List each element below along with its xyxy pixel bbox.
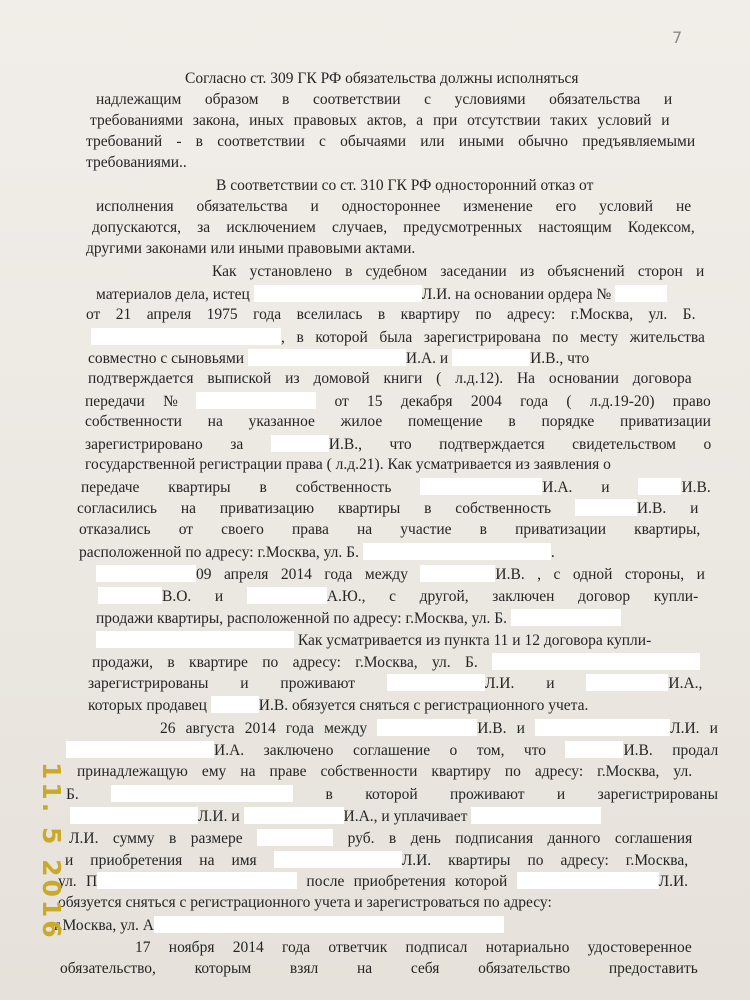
- text-run: И.В., что: [530, 350, 590, 367]
- text-run: Как усматривается из пункта 11 и 12 договора купли-: [294, 632, 652, 649]
- text-line: [96, 631, 651, 650]
- text-run: требованиями..: [86, 154, 187, 171]
- redaction-box: [196, 392, 316, 409]
- text-line: [70, 807, 601, 826]
- redaction-box: [274, 851, 402, 868]
- redaction-box: [387, 674, 485, 691]
- text-run: продажи квартиры, расположенной по адресу: г.Москва, ул. Б.: [96, 610, 511, 627]
- redaction-box: [271, 435, 329, 452]
- text-line: [58, 872, 688, 891]
- text-run: зарегистрированы и проживают: [88, 675, 387, 692]
- redaction-box: [517, 872, 659, 889]
- text-run: .: [550, 544, 555, 561]
- text-run: И.А.,: [668, 675, 703, 692]
- text-line: [79, 543, 555, 562]
- redaction-box: [471, 807, 601, 824]
- text-line: [60, 960, 698, 978]
- text-line: [65, 851, 688, 870]
- text-run: И.А. и: [405, 350, 453, 367]
- text-run: и приобретения на имя: [65, 852, 274, 869]
- text-run: от 21 апреля 1975 года вселилась в квартиру по адресу: г.Москва, ул. Б.: [86, 306, 696, 323]
- text-line: [91, 328, 705, 347]
- text-run: И.А., и уплачивает: [343, 808, 472, 825]
- text-run: И.В. , с одной стороны, и: [495, 566, 705, 583]
- text-line: [212, 263, 704, 281]
- text-line: [98, 587, 698, 606]
- text-run: после приобретения которой: [297, 873, 517, 890]
- text-line: [85, 456, 611, 474]
- date-stamp-text: 11. 5 2016: [37, 762, 66, 941]
- text-line: [96, 565, 705, 584]
- text-line: [79, 521, 700, 539]
- text-run: Как установлено в судебном заседании из объяснений сторон и: [212, 263, 705, 280]
- text-run: обязательство, которым взял на себя обязательство предоставить: [60, 960, 698, 977]
- redaction-box: [420, 478, 542, 495]
- text-run: В соответствии со ст. 310 ГК РФ односторонний отказ от: [216, 177, 594, 194]
- redaction-box: [575, 499, 637, 516]
- text-line: [216, 177, 593, 195]
- redaction-box: [248, 349, 406, 366]
- text-run: Л.И. сумму в размере: [69, 830, 258, 847]
- text-line: [81, 478, 711, 497]
- text-run: г.Москва, ул. А: [54, 917, 154, 934]
- text-run: согласились на приватизацию квартиры в собственность: [77, 500, 575, 517]
- text-run: надлежащим образом в соответствии с условиями обязательства и: [96, 91, 673, 108]
- text-run: Л.И. квартиры по адресу: г.Москва,: [401, 852, 689, 869]
- text-run: требованиями закона, иных правовых актов, а при отсутствии таких условий и: [90, 112, 670, 129]
- text-run: в которой проживают и зарегистрированы: [293, 786, 718, 803]
- text-run: государственной регистрации права ( л.д.21). Как усматривается из заявления о: [85, 456, 611, 473]
- redaction-box: [535, 719, 670, 736]
- text-run: Согласно ст. 309 ГК РФ обязательства должны исполняться: [185, 70, 579, 87]
- text-line: [85, 392, 711, 411]
- text-line: [77, 499, 698, 518]
- text-run: обязуется сняться с регистрационного учета и зарегистроваться по адресу:: [58, 894, 552, 911]
- redaction-box: [66, 741, 214, 758]
- text-line: [92, 219, 695, 237]
- text-line: [77, 763, 692, 781]
- text-line: [90, 112, 670, 130]
- text-run: другими законами или иными правовыми актами.: [86, 240, 416, 257]
- text-line: [85, 413, 711, 431]
- redaction-box: [70, 807, 198, 824]
- text-run: собственности на указанное жилое помещение в порядке приватизации: [85, 413, 711, 430]
- text-line: [54, 916, 504, 935]
- text-run: Л.И. и: [198, 808, 244, 825]
- redaction-box: [91, 328, 281, 345]
- text-run: исполнения обязательства и одностороннее изменение его условий не: [96, 198, 692, 215]
- text-run: совместно с сыновьями: [88, 350, 248, 367]
- text-line: [96, 285, 667, 304]
- redaction-box: [492, 653, 700, 670]
- redaction-box: [257, 829, 333, 846]
- text-line: [160, 719, 718, 738]
- text-run: И.В. продал: [623, 742, 719, 759]
- text-run: продажи, в квартире по адресу: г.Москва, ул. Б.: [92, 654, 493, 671]
- redaction-box: [565, 741, 623, 758]
- text-run: руб. в день подписания данного соглашения: [333, 830, 693, 847]
- text-line: [86, 133, 695, 151]
- text-line: [66, 785, 718, 804]
- redaction-box: [98, 587, 162, 604]
- text-run: Б.: [66, 786, 112, 803]
- redaction-box: [244, 807, 344, 824]
- text-line: [86, 240, 415, 258]
- text-line: [135, 939, 692, 957]
- text-run: 26 августа 2014 года между: [160, 720, 378, 737]
- text-line: [96, 91, 672, 109]
- text-run: материалов дела, истец: [96, 286, 254, 303]
- text-line: [86, 306, 695, 324]
- text-run: Л.И. и: [670, 720, 718, 737]
- text-line: [96, 198, 691, 216]
- text-run: В.О. и: [162, 588, 247, 605]
- text-line: [69, 829, 692, 848]
- redaction-box: [211, 696, 259, 713]
- text-line: [86, 154, 187, 172]
- text-run: требований - в соответствии с обычаями или иными обычно предъявляемыми: [86, 133, 696, 150]
- redaction-box: [452, 349, 530, 366]
- text-run: Л.И.: [658, 873, 689, 890]
- text-run: И.В., что подтверждается свидетельством о: [328, 436, 712, 453]
- text-line: [58, 894, 552, 912]
- redaction-box: [111, 785, 293, 802]
- redaction-box: [247, 587, 327, 604]
- text-run: зарегистрировано за: [85, 436, 271, 453]
- redaction-box: [154, 916, 504, 933]
- redaction-box: [97, 872, 297, 889]
- text-run: Л.И. и: [484, 675, 587, 692]
- text-run: допускаются, за исключением случаев, предусмотренных настоящим Кодексом,: [92, 219, 695, 236]
- redaction-box: [363, 543, 551, 560]
- redaction-box: [420, 565, 495, 582]
- text-line: [66, 741, 718, 760]
- text-run: И.А. заключено соглашение о том, что: [214, 742, 566, 759]
- text-run: расположенной по адресу: г.Москва, ул. Б.: [79, 544, 363, 561]
- text-line: [88, 696, 588, 715]
- redaction-box: [511, 609, 621, 626]
- text-run: от 15 декабря 2004 года ( л.д.19-20) право: [316, 393, 711, 410]
- text-run: 17 ноября 2014 года ответчик подписал нотариально удостоверенное: [135, 939, 692, 956]
- margin-mark: 7: [672, 28, 683, 47]
- text-run: отказались от своего права на участие в приватизации квартиры,: [79, 521, 701, 538]
- text-run: ул. П: [58, 873, 98, 890]
- text-line: [85, 435, 711, 454]
- text-run: подтверждается выпиской из домовой книги ( л.д.12). На основании договора: [88, 370, 692, 387]
- redaction-box: [615, 285, 667, 302]
- text-run: , в которой была зарегистрирована по месту жительства: [281, 329, 705, 346]
- redaction-box: [377, 719, 477, 736]
- text-line: [92, 653, 700, 672]
- date-stamp: [16, 757, 66, 947]
- text-line: [88, 370, 692, 388]
- redaction-box: [96, 565, 196, 582]
- text-line: [185, 70, 579, 88]
- text-run: И.В. и: [477, 720, 536, 737]
- text-run: передаче квартиры в собственность: [81, 479, 421, 496]
- text-line: [96, 609, 621, 628]
- text-run: Л.И. на основании ордера №: [421, 286, 616, 303]
- text-run: 09 апреля 2014 года между: [196, 566, 421, 583]
- redaction-box: [586, 674, 668, 691]
- text-run: И.В. и: [636, 500, 699, 517]
- text-run: которых продавец: [88, 697, 211, 714]
- redaction-box: [96, 631, 294, 648]
- text-run: передачи №: [85, 393, 197, 410]
- text-run: И.В. обязуется сняться с регистрационного учета.: [258, 697, 589, 714]
- text-run: И.В.: [681, 479, 711, 496]
- text-run: А.Ю., с другой, заключен договор купли-: [326, 588, 699, 605]
- redaction-box: [638, 478, 681, 495]
- redaction-box: [254, 285, 422, 302]
- text-run: принадлежащую ему на праве собственности квартиру по адресу: г.Москва, ул.: [77, 763, 693, 780]
- text-line: [88, 349, 589, 368]
- text-run: И.А. и: [542, 479, 639, 496]
- text-line: [88, 674, 702, 693]
